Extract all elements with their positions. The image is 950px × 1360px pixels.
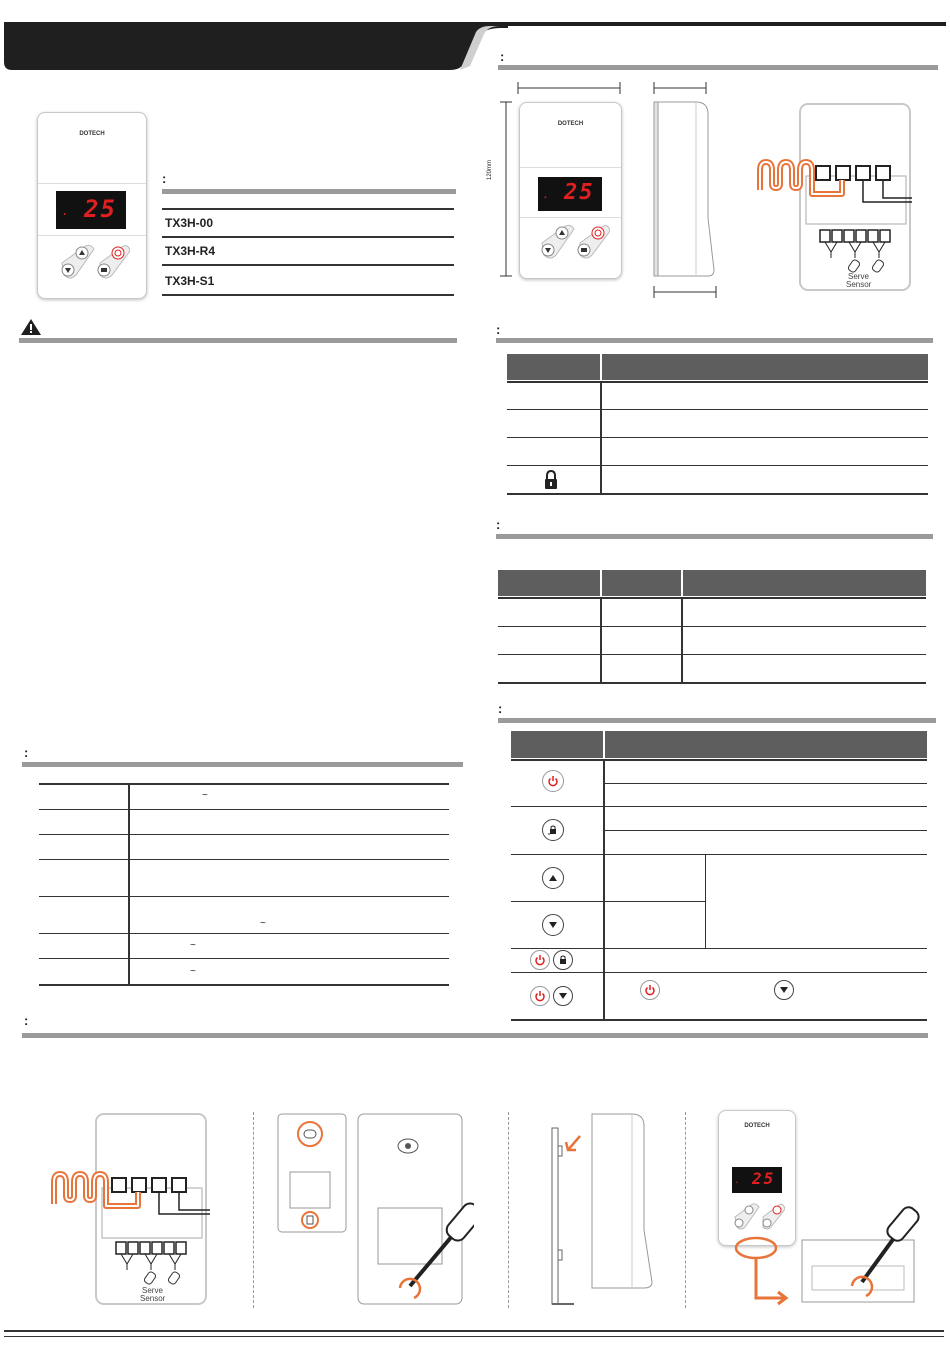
install-step-4-device: DOTECH . 25: [718, 1110, 796, 1246]
model-2: TX3H-R4: [165, 244, 216, 258]
install-section-bar: [22, 1033, 928, 1038]
height-label: 120mm: [487, 159, 493, 180]
up-button-icon: [542, 867, 564, 889]
combo-enter-icon: [553, 950, 573, 970]
model-1: TX3H-00: [165, 216, 214, 230]
install-step-4-detail: [730, 1206, 930, 1306]
install-step-3-mount: [544, 1110, 664, 1310]
combo-power-icon: [530, 950, 550, 970]
inline-down-icon: [774, 980, 794, 1000]
front-view-device: DOTECH . 25: [519, 102, 622, 279]
warning-section-bar: [19, 338, 457, 343]
combo2-down-icon: [553, 986, 573, 1006]
enter-lock-button-icon: [542, 819, 564, 841]
lock-icon: [543, 470, 559, 490]
buttons-section-bar: [498, 718, 936, 723]
install-step-1-wiring: [44, 1112, 210, 1306]
header-banner: [0, 18, 950, 70]
button-panel: [54, 241, 130, 283]
inline-power-icon: [640, 980, 660, 1000]
led-display: . 25: [56, 191, 126, 229]
wiring-diagram-top: [750, 102, 916, 294]
install-step-2-bracket: [274, 1110, 474, 1310]
brand-logo: DOTECH: [79, 131, 105, 137]
model-3: TX3H-S1: [165, 274, 215, 288]
spec-section-bar: [22, 762, 463, 767]
power-button-icon: [542, 770, 564, 792]
output-section-bar: [496, 534, 933, 539]
indicator-section-bar: [496, 338, 933, 343]
side-view-device: [652, 98, 720, 280]
dimension-section-bar: [498, 65, 938, 70]
down-button-icon: [542, 914, 564, 936]
combo2-power-icon: [530, 986, 550, 1006]
models-section-bar: [162, 189, 456, 194]
display-value: 25: [84, 195, 117, 223]
footer-line: [4, 1330, 944, 1332]
product-image: [37, 112, 147, 299]
warning-icon: [20, 318, 42, 336]
